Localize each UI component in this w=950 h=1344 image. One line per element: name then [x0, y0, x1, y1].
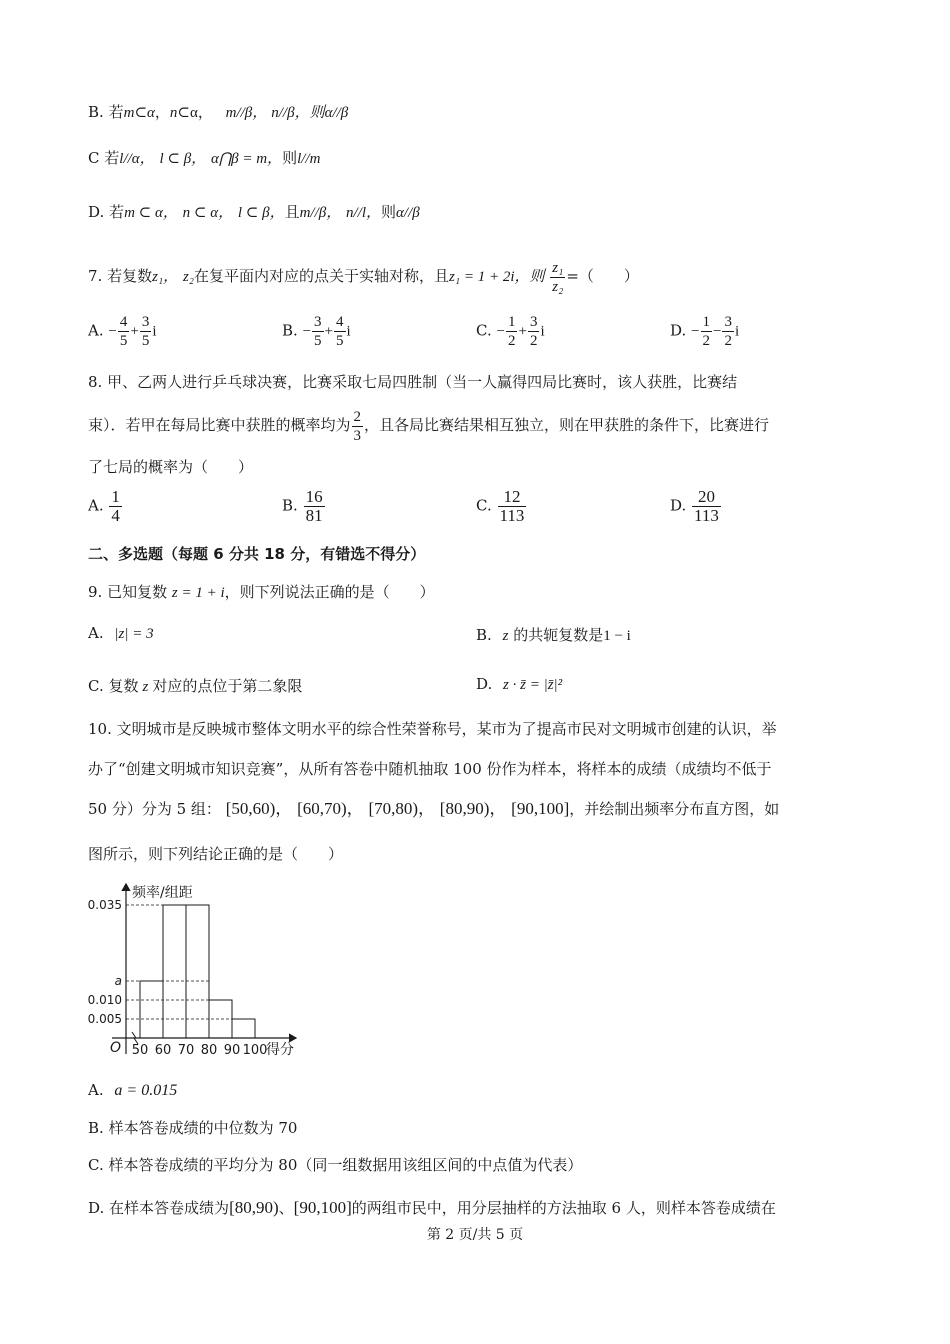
q8-line1: 8. 甲、乙两人进行乒乓球决赛，比赛采取七局四胜制（当一人赢得四局比赛时，该人获胜，比赛结 [88, 373, 738, 391]
q6-option-d: D. 若m ⊂ α， n ⊂ α， l ⊂ β，且m//β， n//l，则α//β [88, 203, 420, 221]
option-fraction: $\frac{3}{5}$ [314, 314, 322, 349]
q8-line2: 束）．若甲在每局比赛中获胜的概率均为 $\frac{2}{3}$ ，且各局比赛结果相互独立，则在甲获胜的条件下，比赛进行 [88, 408, 770, 444]
q8-option-a: A. $\frac{1}{4}$ [88, 487, 120, 525]
x-axis-label: 得分 [266, 1042, 294, 1058]
histogram-bar [140, 981, 163, 1038]
option-fraction: $\frac{3}{5}$ [141, 314, 150, 349]
q10-line1: 10. 文明城市是反映城市整体文明水平的综合性荣誉称号，某市为了提高市民对文明城市创建的认识，举 [88, 720, 777, 738]
q7-option-d: D. − $\frac{1}{2}$ − $\frac{3}{2}$ i [670, 314, 740, 349]
q7-stem: 7. 若复数z₁， z₂在复平面内对应的点关于实轴对称，且z₁ = 1 + 2i，则 $\frac{\text{z₁}}{\text{z₂}}$ =（ ） [88, 259, 639, 295]
x-tick-label: 80 [200, 1043, 218, 1058]
q10-option-a: A. a = 0.015 [88, 1081, 178, 1099]
q9-stem: 9. 已知复数 z = 1 + i，则下列说法正确的是（ ） [88, 583, 435, 601]
option-fraction: $\frac{1}{4}$ [111, 487, 120, 525]
y-axis-label: 频率/组距 [132, 885, 193, 901]
frequency-histogram [84, 878, 314, 1064]
y-tick-label: 0.010 [87, 993, 122, 1007]
option-fraction: $\frac{1}{2}$ [507, 314, 516, 349]
q7-ratio-fraction: $\frac{\text{z₁}}{\text{z₂}}$ [552, 259, 564, 295]
q8-line3: 了七局的概率为（ ） [88, 458, 254, 476]
histogram-bar [232, 1019, 255, 1038]
option-fraction: $\frac{3}{2}$ [529, 314, 538, 349]
y-tick-label: a [114, 974, 122, 988]
q9-option-d: D. z · z̄ = |z̄|² [476, 675, 563, 693]
q7-option-b: B. − $\frac{3}{5}$ + $\frac{4}{5}$ i [282, 314, 351, 349]
option-fraction: $\frac{4}{5}$ [336, 314, 344, 349]
q8-option-b: B. $\frac{16}{81}$ [282, 487, 323, 525]
x-tick-label: 100 [242, 1043, 268, 1058]
x-tick-label: 60 [154, 1043, 172, 1058]
option-fraction: $\frac{16}{81}$ [305, 487, 323, 525]
q7-option-a: A. − $\frac{4}{5}$ + $\frac{3}{5}$ i [88, 314, 157, 349]
q10-option-d: D. 在样本答卷成绩为[80,90)、[90,100]的两组市民中，用分层抽样的方法抽取 6 人，则样本答卷成绩在 [88, 1198, 776, 1217]
q10-option-c: C. 样本答卷成绩的平均分为 80（同一组数据用该组区间的中点值为代表） [88, 1156, 583, 1174]
section-title-multiple-choice: 二、多选题（每题 6 分共 18 分，有错选不得分） [88, 545, 426, 563]
x-tick-label: 50 [131, 1043, 149, 1058]
option-fraction: $\frac{3}{2}$ [724, 314, 732, 349]
y-tick-label: 0.005 [87, 1012, 122, 1026]
q10-line3: 50 分）分为 5 组： [50,60)， [60,70)， [70,80)， [80,90)， [90,100]，并绘制出频率分布直方图，如 [88, 799, 780, 818]
q7-option-c: C. − $\frac{1}{2}$ + $\frac{3}{2}$ i [476, 314, 545, 349]
histogram-bar [163, 905, 186, 1038]
q9-option-b: B. z 的共轭复数是1 − i [476, 626, 631, 644]
q6-option-b: B. 若m⊂α，n⊂α， m//β， n//β，则α//β [88, 103, 349, 121]
q10-line2: 办了“创建文明城市知识竞赛”，从所有答卷中随机抽取 100 份作为样本，将样本的成绩（成绩均不低于 [88, 760, 772, 778]
option-fraction: $\frac{4}{5}$ [119, 314, 128, 349]
q8-option-d: D. $\frac{20}{113}$ [670, 487, 719, 525]
q10-option-b: B. 样本答卷成绩的中位数为 70 [88, 1119, 298, 1137]
q10-line4: 图所示，则下列结论正确的是（ ） [88, 845, 344, 863]
x-tick-label: 70 [177, 1043, 195, 1058]
option-fraction: $\frac{1}{2}$ [702, 314, 711, 349]
x-tick-label: 90 [223, 1043, 241, 1058]
q9-option-c: C. 复数 z 对应的点位于第二象限 [88, 677, 303, 695]
origin-label: O [110, 1040, 122, 1056]
page-footer: 第 2 页/共 5 页 [426, 1227, 524, 1243]
q9-option-a: A. |z| = 3 [88, 624, 154, 642]
q8-prob-fraction: $\frac{2}{3}$ [353, 408, 362, 444]
option-fraction: $\frac{12}{113}$ [499, 487, 525, 525]
q6-option-c: C 若l//α， l ⊂ β， α⋂β = m，则l//m [88, 149, 321, 167]
option-fraction: $\frac{20}{113}$ [694, 487, 719, 525]
q8-option-c: C. $\frac{12}{113}$ [476, 487, 525, 525]
histogram-bar [186, 905, 209, 1038]
y-tick-label: 0.035 [87, 898, 122, 912]
